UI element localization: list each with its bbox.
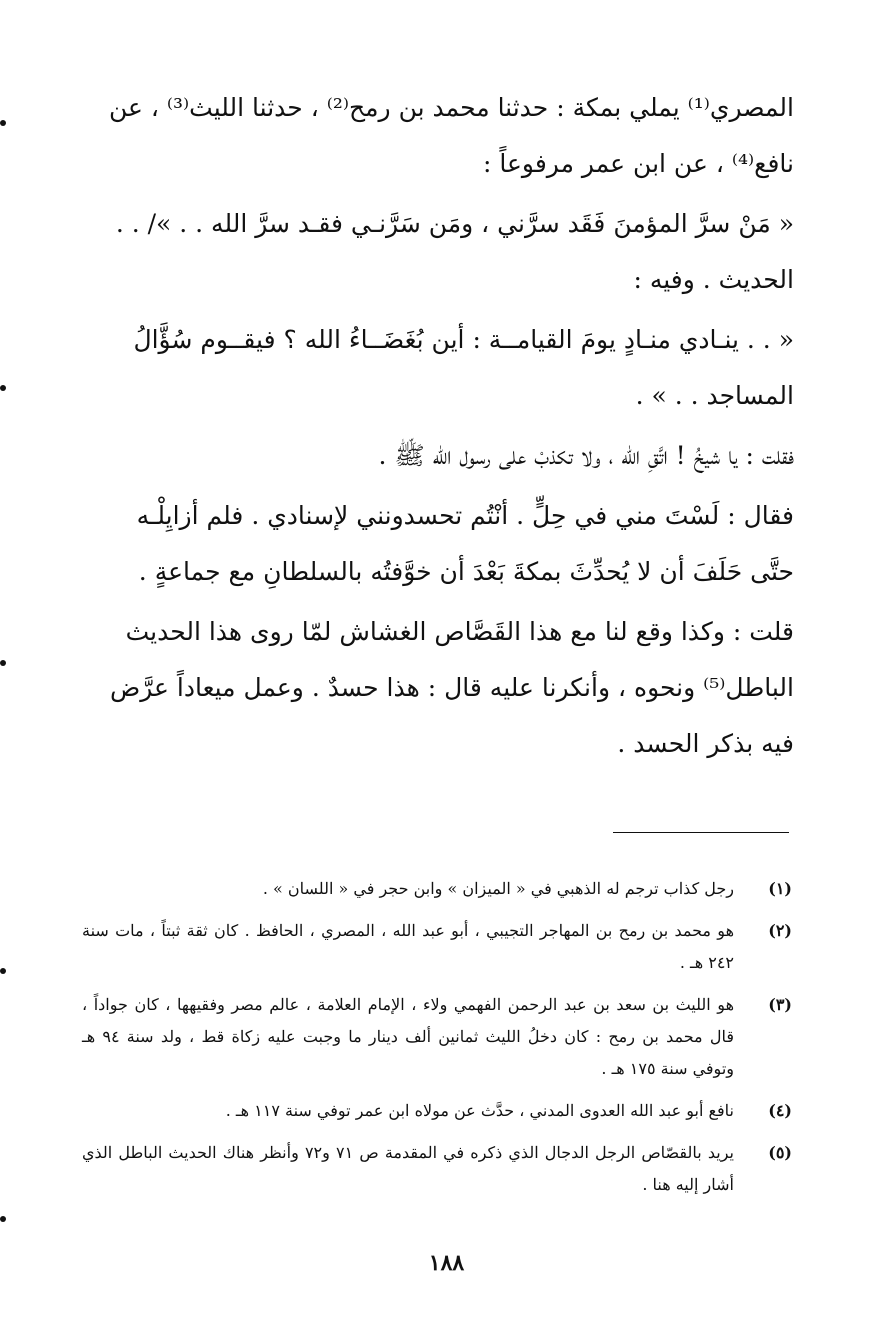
paragraph-1 — [82, 80, 794, 192]
text-line: « . . ينـادي منـادٍ يومَ القيامــة : أين بُغَضَــاءُ الله ؟ فيقــوم سُؤَّالُ — [133, 325, 794, 354]
text-line: الحديث . وفيه : — [633, 265, 794, 294]
footnote-number: (١) — [768, 879, 792, 898]
footnotes — [82, 873, 792, 1211]
text-line: المساجد . . » . — [635, 381, 794, 410]
text-line: الباطل⁽⁵⁾ ونحوه ، وأنكرنا عليه قال : هذا حسدٌ . وعمل ميعاداً عرَّض — [109, 673, 794, 702]
scan-mark — [0, 120, 6, 126]
footnote-number: (٢) — [768, 921, 792, 940]
paragraph-2 — [82, 196, 794, 308]
text-line: المصري⁽¹⁾ يملي بمكة : حدثنا محمد بن رمح⁽²⁾ ، حدثنا الليث⁽³⁾ ، عن — [108, 93, 794, 122]
footnote-text: رجل كذاب ترجم له الذهبي في « الميزان » وابن حجر في « اللسان » . — [262, 879, 734, 898]
paragraph-6 — [82, 604, 794, 772]
footnote-number: (٤) — [768, 1101, 792, 1120]
text-line: نافع⁽⁴⁾ ، عن ابن عمر مرفوعاً : — [483, 149, 794, 178]
page-number: ١٨٨ — [428, 1250, 465, 1276]
paragraph-4 — [82, 428, 794, 484]
text-line: « مَنْ سرَّ المؤمنَ فَقَد سرَّني ، ومَن سَرَّنـي فقـد سرَّ الله . . »/ . . — [115, 209, 794, 238]
text-line: حتَّى حَلَفَ أن لا يُحدِّثَ بمكةَ بَعْدَ أن خوَّفتُه بالسلطانِ مع جماعةٍ . — [138, 557, 794, 586]
text-line: قلت : وكذا وقع لنا مع هذا القَصَّاص الغشاش لمّا روى هذا الحديث — [125, 617, 794, 646]
scan-mark — [0, 385, 6, 391]
footnote — [82, 1137, 792, 1201]
footnote-text: هو الليث بن سعد بن عبد الرحمن الفهمي ولاء ، الإمام العلامة ، عالم مصر وفقيهها ، كان جواداً ، قال محمد بن رمح : كان دخلُ الليث ثمانين ألف دينار ما وجبت عليه زكاة قط ، ولد سنة ٩٤ هـ وتوفي سنة ١٧٥ هـ . — [82, 995, 735, 1078]
text-line: فقلت : يا شيخُ ! اتَّقِ الله ، ولا تكذبْ على رسول الله ﷺ . — [378, 441, 794, 470]
footnote-number: (٣) — [768, 995, 792, 1014]
footnote — [82, 873, 792, 905]
text-line: فقال : لَسْتَ مني في حِلٍّ . أنْتُم تحسدونني لإسنادي . فلم أزايِلْـه — [136, 501, 794, 530]
footnote — [82, 1095, 792, 1127]
paragraph-5 — [82, 488, 794, 600]
footnote-text: نافع أبو عبد الله العدوى المدني ، حدَّث عن مولاه ابن عمر توفي سنة ١١٧ هـ . — [225, 1101, 734, 1120]
footnote — [82, 915, 792, 979]
paragraph-3 — [82, 312, 794, 424]
main-text — [82, 80, 794, 776]
footnote-text: يريد بالقصّاص الرجل الدجال الذي ذكره في المقدمة ص ٧١ و٧٢ وأنظر هناك الحديث الباطل الذي أشار إليه هنا . — [82, 1143, 735, 1194]
scan-mark — [0, 1216, 6, 1222]
footnote-number: (٥) — [768, 1143, 792, 1162]
scan-mark — [0, 660, 6, 666]
footnote-text: هو محمد بن رمح بن المهاجر التجيبي ، أبو عبد الله ، المصري ، الحافظ . كان ثقة ثبتاً ، مات سنة ٢٤٢ هـ . — [82, 921, 735, 972]
text-line: فيه بذكر الحسد . — [617, 729, 794, 758]
footnote-separator — [613, 832, 789, 833]
scan-mark — [0, 968, 6, 974]
footnote — [82, 989, 792, 1085]
